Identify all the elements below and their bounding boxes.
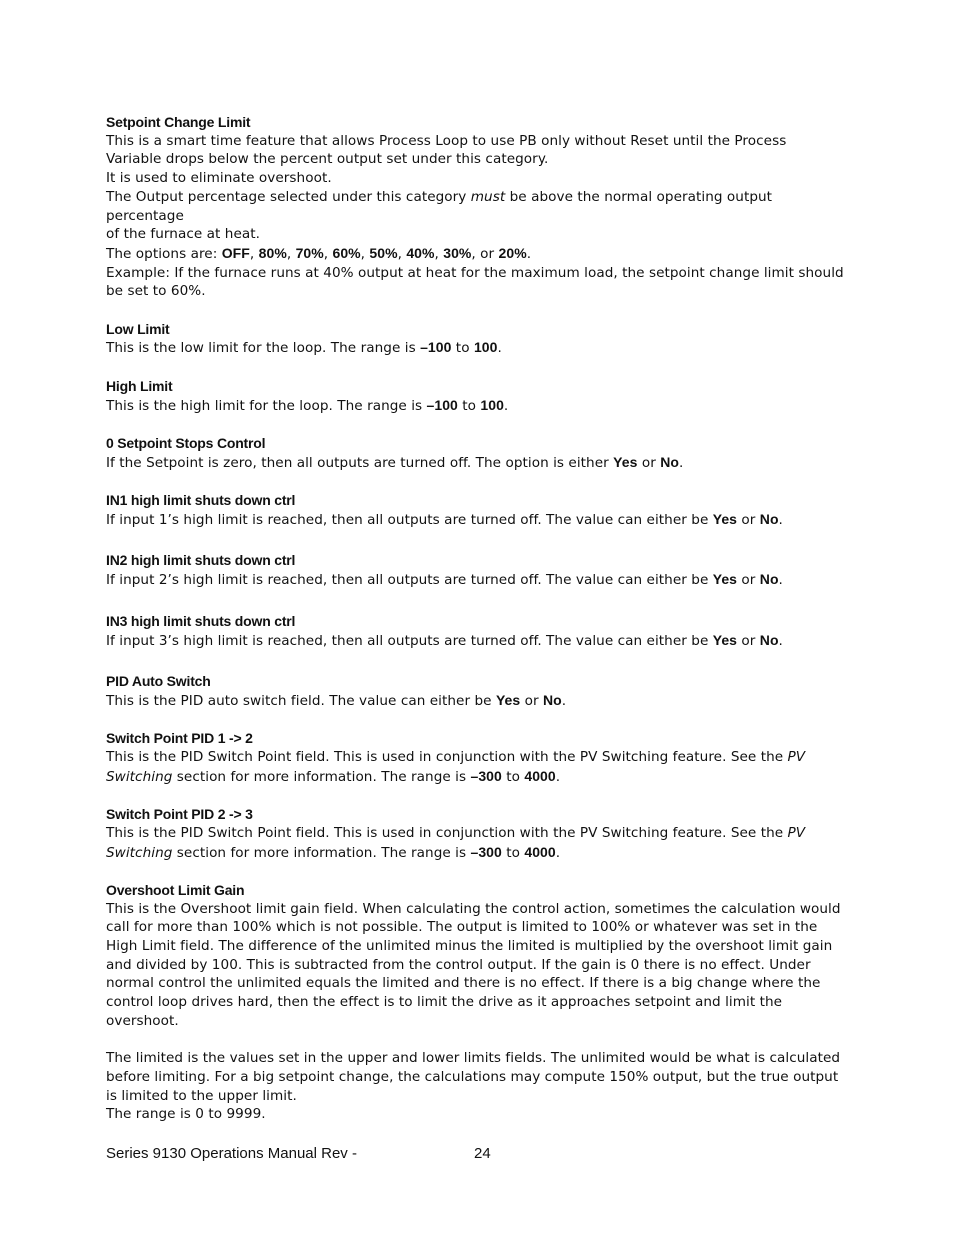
option-value: 50%: [369, 244, 398, 261]
range-max: 100: [473, 339, 498, 356]
heading-in2: IN2 high limit shuts down ctrl: [106, 552, 296, 569]
value-no: No: [759, 510, 779, 527]
text-run: If input 3’s high limit is reached, then all outputs are turned off. The value can either be: [106, 632, 713, 649]
period: .: [778, 632, 783, 649]
text-run: If input 2’s high limit is reached, then all outputs are turned off. The value can either be: [106, 572, 713, 589]
section-low-limit: [106, 320, 851, 358]
emphasis-pv: PV: [787, 824, 806, 841]
paragraph-line: is limited to the upper limit.: [106, 1087, 297, 1104]
value-no: No: [660, 453, 679, 470]
period: .: [555, 768, 561, 785]
option-value: 80%: [258, 244, 287, 261]
heading-low-limit: Low Limit: [106, 320, 170, 337]
manual-title: Series 9130 Operations Manual Rev -: [106, 1145, 357, 1162]
value-yes: Yes: [613, 453, 638, 470]
heading-in3: IN3 high limit shuts down ctrl: [106, 612, 296, 629]
paragraph-line: [106, 691, 851, 711]
heading-high-limit: High Limit: [106, 377, 173, 394]
range-min: –300: [470, 843, 502, 860]
separator: ,: [286, 245, 296, 262]
paragraph-line: This is a smart time feature that allows Process Loop to use PB only without Reset until the Process: [106, 132, 787, 149]
range-min: –100: [420, 339, 452, 356]
range-max: 100: [480, 396, 504, 413]
paragraph-line: Example: If the furnace runs at 40% output at heat for the maximum load, the setpoint change limit should: [106, 264, 844, 281]
period: .: [778, 511, 783, 528]
text-run: The Output percentage selected under this category: [106, 188, 471, 205]
separator: ,: [434, 245, 444, 262]
emphasis-pv: PV: [787, 749, 806, 766]
text-run: If the Setpoint is zero, then all outputs are turned off. The option is either: [106, 454, 614, 471]
heading-switch-point-1-2: Switch Point PID 1 -> 2: [106, 730, 253, 747]
value-no: No: [759, 571, 779, 588]
range-max: 4000: [524, 843, 556, 860]
paragraph-line: This is the Overshoot limit gain field. When calculating the control action, sometimes the calculation would: [106, 900, 841, 917]
section-in2: [106, 551, 851, 589]
paragraph-line: overshoot.: [106, 1012, 179, 1029]
paragraph-line: [106, 188, 851, 225]
text-run: This is the low limit for the loop. The range is: [106, 340, 421, 357]
text-run: or: [520, 692, 543, 709]
option-value: 40%: [406, 244, 435, 261]
paragraph-line: The range is 0 to 9999.: [106, 1106, 266, 1123]
range-min: –100: [426, 396, 458, 413]
section-setpoint-change-limit: [106, 113, 851, 301]
paragraph-line: [106, 510, 851, 530]
period: .: [526, 245, 532, 262]
text-run: section for more information. The range is: [172, 844, 471, 861]
value-yes: Yes: [712, 631, 738, 648]
page-content: [106, 113, 851, 1143]
text-run: or: [737, 511, 760, 528]
emphasis-must: must: [470, 188, 506, 205]
emphasis-switching: Switching: [106, 844, 173, 861]
range-min: –300: [470, 767, 502, 784]
separator: ,: [397, 245, 407, 262]
paragraph-line: High Limit field. The difference of the unlimited minus the limited is multiplied by the overshoot limit gain: [106, 938, 833, 955]
value-yes: Yes: [712, 510, 738, 527]
options-line: [106, 244, 851, 264]
section-pid-auto-switch: [106, 672, 851, 710]
separator: ,: [360, 245, 370, 262]
heading-in1: IN1 high limit shuts down ctrl: [106, 492, 296, 508]
paragraph-line: [106, 453, 851, 473]
section-switch-point-2-3: [106, 805, 851, 862]
text-run: This is the PID auto switch field. The value can either be: [106, 692, 496, 709]
value-no: No: [759, 631, 779, 648]
value-no: No: [542, 691, 562, 708]
text-run: to: [501, 844, 525, 861]
text-run: or: [737, 632, 760, 649]
section-switch-point-1-2: [106, 729, 851, 786]
separator: ,: [323, 245, 333, 262]
paragraph-line: The limited is the values set in the upper and lower limits fields. The unlimited would be what is calculated: [106, 1050, 841, 1067]
paragraph-line: be set to 60%.: [106, 283, 206, 300]
heading-zero-setpoint: 0 Setpoint Stops Control: [106, 434, 266, 451]
range-max: 4000: [524, 767, 556, 784]
paragraph-line: [106, 338, 851, 358]
period: .: [778, 572, 783, 589]
option-value: 60%: [332, 244, 361, 261]
paragraph-line: control loop drives hard, then the effect is to limit the drive as it approaches setpoint and limit the: [106, 994, 783, 1011]
period: .: [497, 340, 502, 357]
option-value: 20%: [498, 244, 527, 261]
paragraph-line: [106, 570, 851, 590]
text-run: be above the normal operating output percentage: [106, 188, 773, 224]
paragraph-line: [106, 843, 851, 863]
paragraph-line: [106, 767, 851, 787]
section-high-limit: [106, 377, 851, 415]
text-run: The options are:: [106, 245, 222, 262]
text-run: This is the PID Switch Point field. This is used in conjunction with the PV Switching feature. See the: [106, 824, 788, 841]
option-value: OFF: [221, 244, 250, 261]
heading-setpoint-change-limit: Setpoint Change Limit: [106, 114, 251, 130]
paragraph-line: It is used to eliminate overshoot.: [106, 170, 332, 187]
paragraph-line: and divided by 100. This is subtracted from the control output. If the gain is 0 there is no effect. Under: [106, 956, 811, 973]
text-run: or: [737, 572, 760, 589]
text-run: section for more information. The range is: [172, 768, 471, 785]
paragraph-gap: [106, 1031, 851, 1050]
page-number: 24: [474, 1145, 491, 1162]
period: .: [678, 454, 684, 471]
text-run: This is the high limit for the loop. The range is: [106, 397, 427, 414]
page-footer: [106, 1144, 606, 1164]
text-run: This is the PID Switch Point field. This is used in conjunction with the PV Switching feature. See the: [106, 749, 788, 766]
paragraph-line: before limiting. For a big setpoint change, the calculations may compute 150% output, but the true output: [106, 1068, 839, 1085]
section-overshoot-limit-gain: [106, 881, 851, 1124]
text-run: to: [501, 768, 525, 785]
period: .: [555, 844, 561, 861]
separator: ,: [249, 245, 259, 262]
period: .: [503, 397, 509, 414]
paragraph-line: normal control the unlimited equals the limited and there is no effect. If there is a big change where the: [106, 975, 821, 992]
option-value: 70%: [295, 244, 324, 261]
emphasis-switching: Switching: [106, 768, 173, 785]
value-yes: Yes: [495, 691, 521, 708]
section-in3: [106, 612, 851, 650]
period: .: [561, 692, 567, 709]
text-run: to: [451, 340, 474, 357]
heading-overshoot-limit-gain: Overshoot Limit Gain: [106, 881, 245, 898]
text-run: or: [637, 454, 661, 471]
paragraph-line: Variable drops below the percent output set under this category.: [106, 151, 549, 168]
paragraph-line: of the furnace at heat.: [106, 226, 260, 243]
option-value: 30%: [443, 244, 472, 261]
separator: , or: [471, 245, 499, 262]
section-zero-setpoint: [106, 434, 851, 472]
section-in1: [106, 491, 851, 529]
heading-pid-auto-switch: PID Auto Switch: [106, 673, 211, 690]
paragraph-line: [106, 824, 851, 843]
heading-switch-point-2-3: Switch Point PID 2 -> 3: [106, 806, 253, 823]
paragraph-line: [106, 631, 851, 651]
paragraph-line: [106, 396, 851, 416]
text-run: to: [457, 397, 481, 414]
paragraph-line: [106, 748, 851, 767]
text-run: If input 1’s high limit is reached, then all outputs are turned off. The value can either be: [106, 511, 713, 528]
paragraph-line: call for more than 100% which is not possible. The output is limited to 100% or whatever was set in the: [106, 919, 818, 936]
value-yes: Yes: [712, 571, 738, 588]
